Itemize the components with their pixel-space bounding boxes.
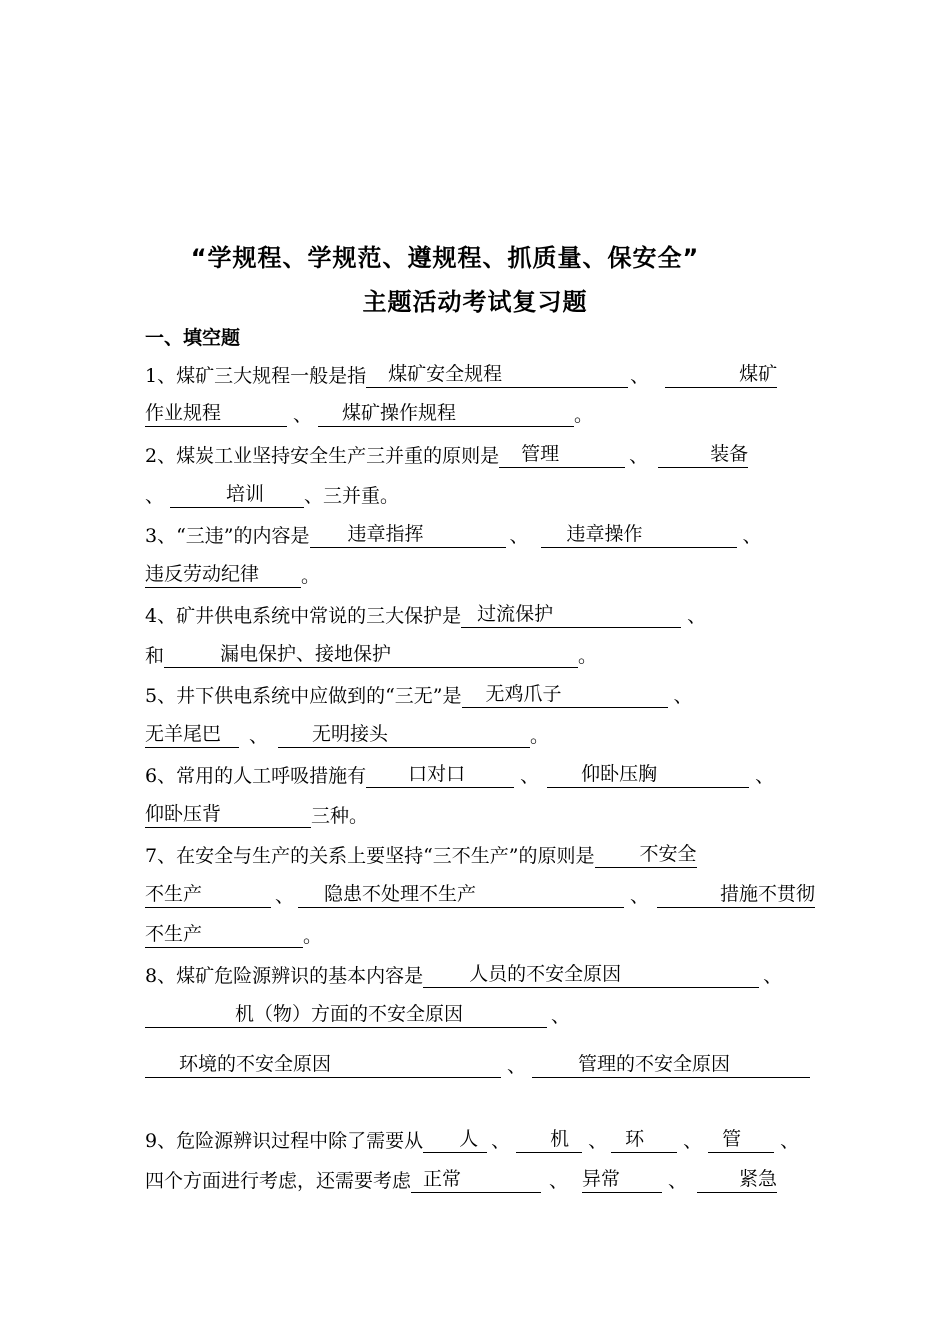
question-5-line-2: 无羊尾巴 、 无明接头 。 (145, 723, 550, 747)
q7-answer-1: 不安全 (595, 843, 697, 868)
question-3-line-1: 3、“三违”的内容是 违章指挥 、 违章操作 、 (145, 523, 762, 547)
q5-answer-1: 无鸡爪子 (462, 683, 668, 708)
q7-answer-3: 措施不贯彻 (657, 883, 815, 908)
q1-answer-3: 煤矿操作规程 (318, 402, 574, 427)
page-title-line2: 主题活动考试复习题 (362, 288, 588, 316)
q9-answer-7: 紧急 (697, 1168, 777, 1193)
q9-answer-1: 人 (423, 1128, 487, 1153)
question-7-line-3: 不生产 。 (145, 923, 323, 947)
q9-answer-5: 正常 (411, 1168, 541, 1193)
q3-answer-2: 违章操作 (541, 523, 737, 548)
question-2-line-1: 2、煤炭工业坚持安全生产三并重的原则是 管理 、 装备 (145, 443, 749, 467)
question-9-line-1: 9、危险源辨识过程中除了需要从 人 、 机 、 环 、 管 、 (145, 1128, 800, 1152)
question-7-line-1: 7、在安全与生产的关系上要坚持“三不生产”的原则是 不安全 (145, 843, 697, 867)
question-8-line-3: 环境的不安全原因 、 管理的不安全原因 (145, 1053, 810, 1079)
page-title-line1: “学规程、学规范、遵规程、抓质量、保安全” (190, 244, 700, 272)
question-4-line-2: 和 漏电保护、接地保护 。 (145, 643, 598, 667)
q2-answer-1: 管理 (499, 443, 625, 468)
q9-answer-4: 管 (708, 1128, 774, 1153)
question-6-line-2: 仰卧压背 三种。 (145, 803, 369, 827)
q1-answer-1: 煤矿安全规程 (366, 363, 628, 388)
q1-answer-2: 煤矿 (665, 363, 777, 388)
q5-answer-2: 无羊尾巴 (145, 723, 239, 748)
question-8-line-2: 机（物）方面的不安全原因 、 (145, 1003, 570, 1029)
q9-answer-2: 机 (516, 1128, 582, 1153)
q7-answer-1-cont: 不生产 (145, 883, 271, 908)
q6-answer-1: 口对口 (366, 763, 514, 788)
q3-answer-1: 违章指挥 (310, 523, 506, 548)
question-1-line-2: 作业规程 、 煤矿操作规程 。 (145, 402, 594, 426)
q9-answer-3: 环 (611, 1128, 677, 1153)
q8-answer-3: 环境的不安全原因 (145, 1053, 501, 1078)
q1-answer-2-cont: 作业规程 (145, 402, 287, 427)
q1-prefix: 1、煤矿三大规程一般是指 (145, 365, 367, 387)
q7-answer-2: 隐患不处理不生产 (298, 883, 624, 908)
question-1-line-1: 1、煤矿三大规程一般是指 煤矿安全规程 、 煤矿 (145, 363, 778, 387)
q6-answer-2: 仰卧压胸 (547, 763, 749, 788)
q4-answer-2: 漏电保护、接地保护 (164, 643, 578, 668)
q7-answer-3-cont: 不生产 (145, 923, 303, 948)
question-7-line-2: 不生产 、 隐患不处理不生产 、 措施不贯彻 (145, 883, 816, 907)
q8-answer-4: 管理的不安全原因 (532, 1053, 810, 1078)
question-2-line-2: 、 培训 、三并重。 (145, 483, 400, 507)
q9-answer-6: 异常 (582, 1168, 662, 1193)
q6-answer-3: 仰卧压背 (145, 803, 311, 828)
question-4-line-1: 4、矿井供电系统中常说的三大保护是 过流保护 、 (145, 603, 707, 627)
q2-answer-3: 培训 (170, 483, 304, 508)
question-3-line-2: 违反劳动纪律 。 (145, 563, 321, 587)
q8-answer-1: 人员的不安全原因 (423, 963, 759, 988)
q3-answer-3: 违反劳动纪律 (145, 563, 301, 588)
q2-answer-2: 装备 (658, 443, 748, 468)
question-5-line-1: 5、井下供电系统中应做到的“三无”是 无鸡爪子 、 (145, 683, 693, 707)
q4-answer-1: 过流保护 (461, 603, 681, 628)
question-8-line-1: 8、煤矿危险源辨识的基本内容是 人员的不安全原因 、 (145, 963, 783, 987)
question-6-line-1: 6、常用的人工呼吸措施有 口对口 、 仰卧压胸 、 (145, 763, 775, 787)
q5-answer-3: 无明接头 (278, 723, 530, 748)
section-heading: 一、填空题 (145, 327, 241, 349)
q8-answer-2: 机（物）方面的不安全原因 (145, 1003, 547, 1028)
question-9-line-2: 四个方面进行考虑，还需要考虑 正常 、 异常 、 紧急 (145, 1168, 778, 1192)
